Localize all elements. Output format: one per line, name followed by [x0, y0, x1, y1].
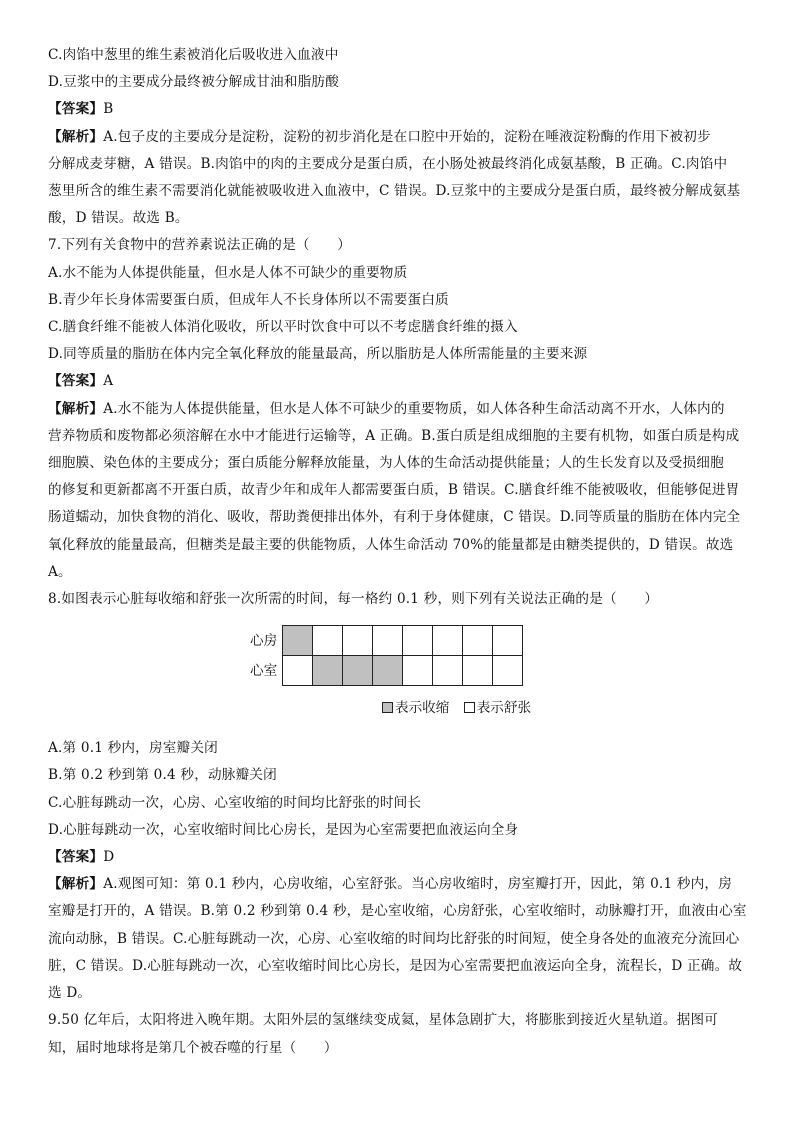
- heart-cycle-figure: [48, 619, 748, 729]
- legend-relax-label: 表示舒张: [476, 700, 532, 717]
- q7-option-d: D.同等质量的脂肪在体内完全氧化释放的能量最高，所以脂肪是人体所需能量的主要来源: [48, 346, 588, 363]
- ventricle-cell: [462, 655, 493, 686]
- q6-option-c: C.肉馅中葱里的维生素被消化后吸收进入血液中: [48, 47, 339, 63]
- atrium-cell: [402, 625, 433, 656]
- q6-analysis-line: 【解析】A.包子皮的主要成分是淀粉，淀粉的初步消化是在口腔中开始的，淀粉在唾液淀粉酶的作用下被初步: [48, 128, 711, 145]
- ventricle-cell: [492, 655, 523, 686]
- atrium-cell: [282, 625, 313, 656]
- q8-analysis-line: 选 D。: [48, 985, 92, 1002]
- ventricle-cell: [282, 655, 313, 686]
- ventricle-cell: [312, 655, 343, 686]
- q7-option-c: C.膳食纤维不能被人体消化吸收，所以平时饮食中可以不考虑膳食纤维的摄入: [48, 319, 518, 336]
- q7-option-b: B.青少年长身体需要蛋白质，但成年人不长身体所以不需要蛋白质: [48, 291, 449, 308]
- q9-stem-line: 9.50 亿年后，太阳将进入晚年期。太阳外层的氢继续变成氦，星体急剧扩大，将膨胀到接近火星轨道。据图可: [48, 1012, 719, 1029]
- answer-value: A: [103, 373, 114, 390]
- ventricle-label: 心室: [250, 663, 278, 680]
- ventricle-cell: [402, 655, 433, 686]
- q7-analysis-line: 细胞膜、染色体的主要成分；蛋白质能分解释放能量，为人体的生命活动提供能量；人的生长发育以及受损细胞: [48, 455, 724, 472]
- q8-analysis-line: 脏，C 错误。D.心脏每跳动一次，心室收缩时间比心房长，是因为心室需要把血液运向全身，流程长，D 正确。故: [48, 957, 743, 974]
- atrium-cell: [492, 625, 523, 656]
- q7-analysis-line: 【解析】A.水不能为人体提供能量，但水是人体不可缺少的重要物质，如人体各种生命活动离不开水，人体内的: [48, 400, 725, 417]
- q7-analysis-line: 的修复和更新都离不开蛋白质，故青少年和成年人都需要蛋白质，B 错误。C.膳食纤维不能被吸收，但能够促进胃: [48, 482, 740, 499]
- q6-analysis-line: 葱里所含的维生素不需要消化就能被吸收进入血液中，C 错误。D.豆浆中的主要成分是蛋白质，最终被分解成氨基: [48, 183, 741, 200]
- q9-stem-line: 知，届时地球将是第几个被吞噬的行星（ ）: [48, 1039, 338, 1056]
- q8-option-b: B.第 0.2 秒到第 0.4 秒，动脉瓣关闭: [48, 767, 277, 784]
- q8-option-c: C.心脏每跳动一次，心房、心室收缩的时间均比舒张的时间长: [48, 794, 422, 811]
- answer-tag: 【答案】: [48, 101, 104, 118]
- atrium-cell: [342, 625, 373, 656]
- analysis-tag: 【解析】: [48, 876, 104, 893]
- atrium-cell: [432, 625, 463, 656]
- q8-analysis-line: 室瓣是打开的，A 错误。B.第 0.2 秒到第 0.4 秒，是心室收缩，心房舒张，心室收缩时，动脉瓣打开，血液由心室: [48, 903, 747, 920]
- q8-option-d: D.心脏每跳动一次，心室收缩时间比心房长，是因为心室需要把血液运向全身: [48, 821, 519, 838]
- q8-stem: 8.如图表示心脏每收缩和舒张一次所需的时间，每一格约 0.1 秒，则下列有关说法正确的是（ ）: [48, 591, 659, 608]
- figure-legend: [382, 699, 531, 717]
- q6-option-d: D.豆浆中的主要成分最终被分解成甘油和脂肪酸: [48, 74, 340, 91]
- atrium-label: 心房: [250, 633, 278, 650]
- q7-answer: [48, 368, 748, 395]
- q8-analysis-line: 【解析】A.观图可知：第 0.1 秒内，心房收缩，心室舒张。当心房收缩时，房室瓣打开，因此，第 0.1 秒内，房: [48, 876, 732, 893]
- legend-contract-swatch: [382, 702, 393, 713]
- document-page: [48, 42, 748, 1062]
- answer-tag: 【答案】: [48, 373, 104, 390]
- q8-option-a: A.第 0.1 秒内，房室瓣关闭: [48, 740, 218, 757]
- ventricle-cell: [342, 655, 373, 686]
- q8-analysis-line: 流向动脉，B 错误。C.心脏每跳动一次，心房、心室收缩的时间均比舒张的时间短，使全身各处的血液充分流回心: [48, 930, 740, 947]
- atrium-cell: [462, 625, 493, 656]
- q7-option-a: A.水不能为人体提供能量，但水是人体不可缺少的重要物质: [48, 264, 408, 281]
- q8-answer: [48, 844, 748, 871]
- q7-analysis-line: 氧化释放的能量最高，但糖类是最主要的供能物质，人体生命活动 70%的能量都是由糖类提供的，D 错误。故选: [48, 536, 734, 553]
- atrium-cell: [372, 625, 403, 656]
- q6-analysis-line: 分解成麦芽糖，A 错误。B.肉馅中的肉的主要成分是蛋白质，在小肠处被最终消化成氨基酸，B 正确。C.肉馅中: [48, 155, 728, 172]
- atrium-cell: [312, 625, 343, 656]
- answer-value: B: [103, 101, 114, 118]
- q7-analysis-line: 肠道蠕动，加快食物的消化、吸收，帮助粪便排出体外，有利于身体健康，C 错误。D.同等质量的脂肪在体内完全: [48, 509, 741, 526]
- answer-value: D: [103, 849, 115, 866]
- analysis-tag: 【解析】: [48, 400, 104, 417]
- q6-answer: [48, 96, 748, 123]
- legend-relax-swatch: [464, 702, 475, 713]
- analysis-tag: 【解析】: [48, 128, 104, 145]
- q7-stem: 7.下列有关食物中的营养素说法正确的是（ ）: [48, 237, 352, 254]
- q6-analysis-line: 酸，D 错误。故选 B。: [48, 210, 189, 227]
- q7-analysis-line: A。: [48, 563, 72, 580]
- q7-analysis-line: 营养物质和废物都必须溶解在水中才能进行运输等，A 正确。B.蛋白质是组成细胞的主要有机物，如蛋白质是构成: [48, 427, 740, 444]
- ventricle-cell: [372, 655, 403, 686]
- ventricle-cell: [432, 655, 463, 686]
- legend-contract-label: 表示收缩: [395, 700, 450, 717]
- answer-tag: 【答案】: [48, 849, 104, 866]
